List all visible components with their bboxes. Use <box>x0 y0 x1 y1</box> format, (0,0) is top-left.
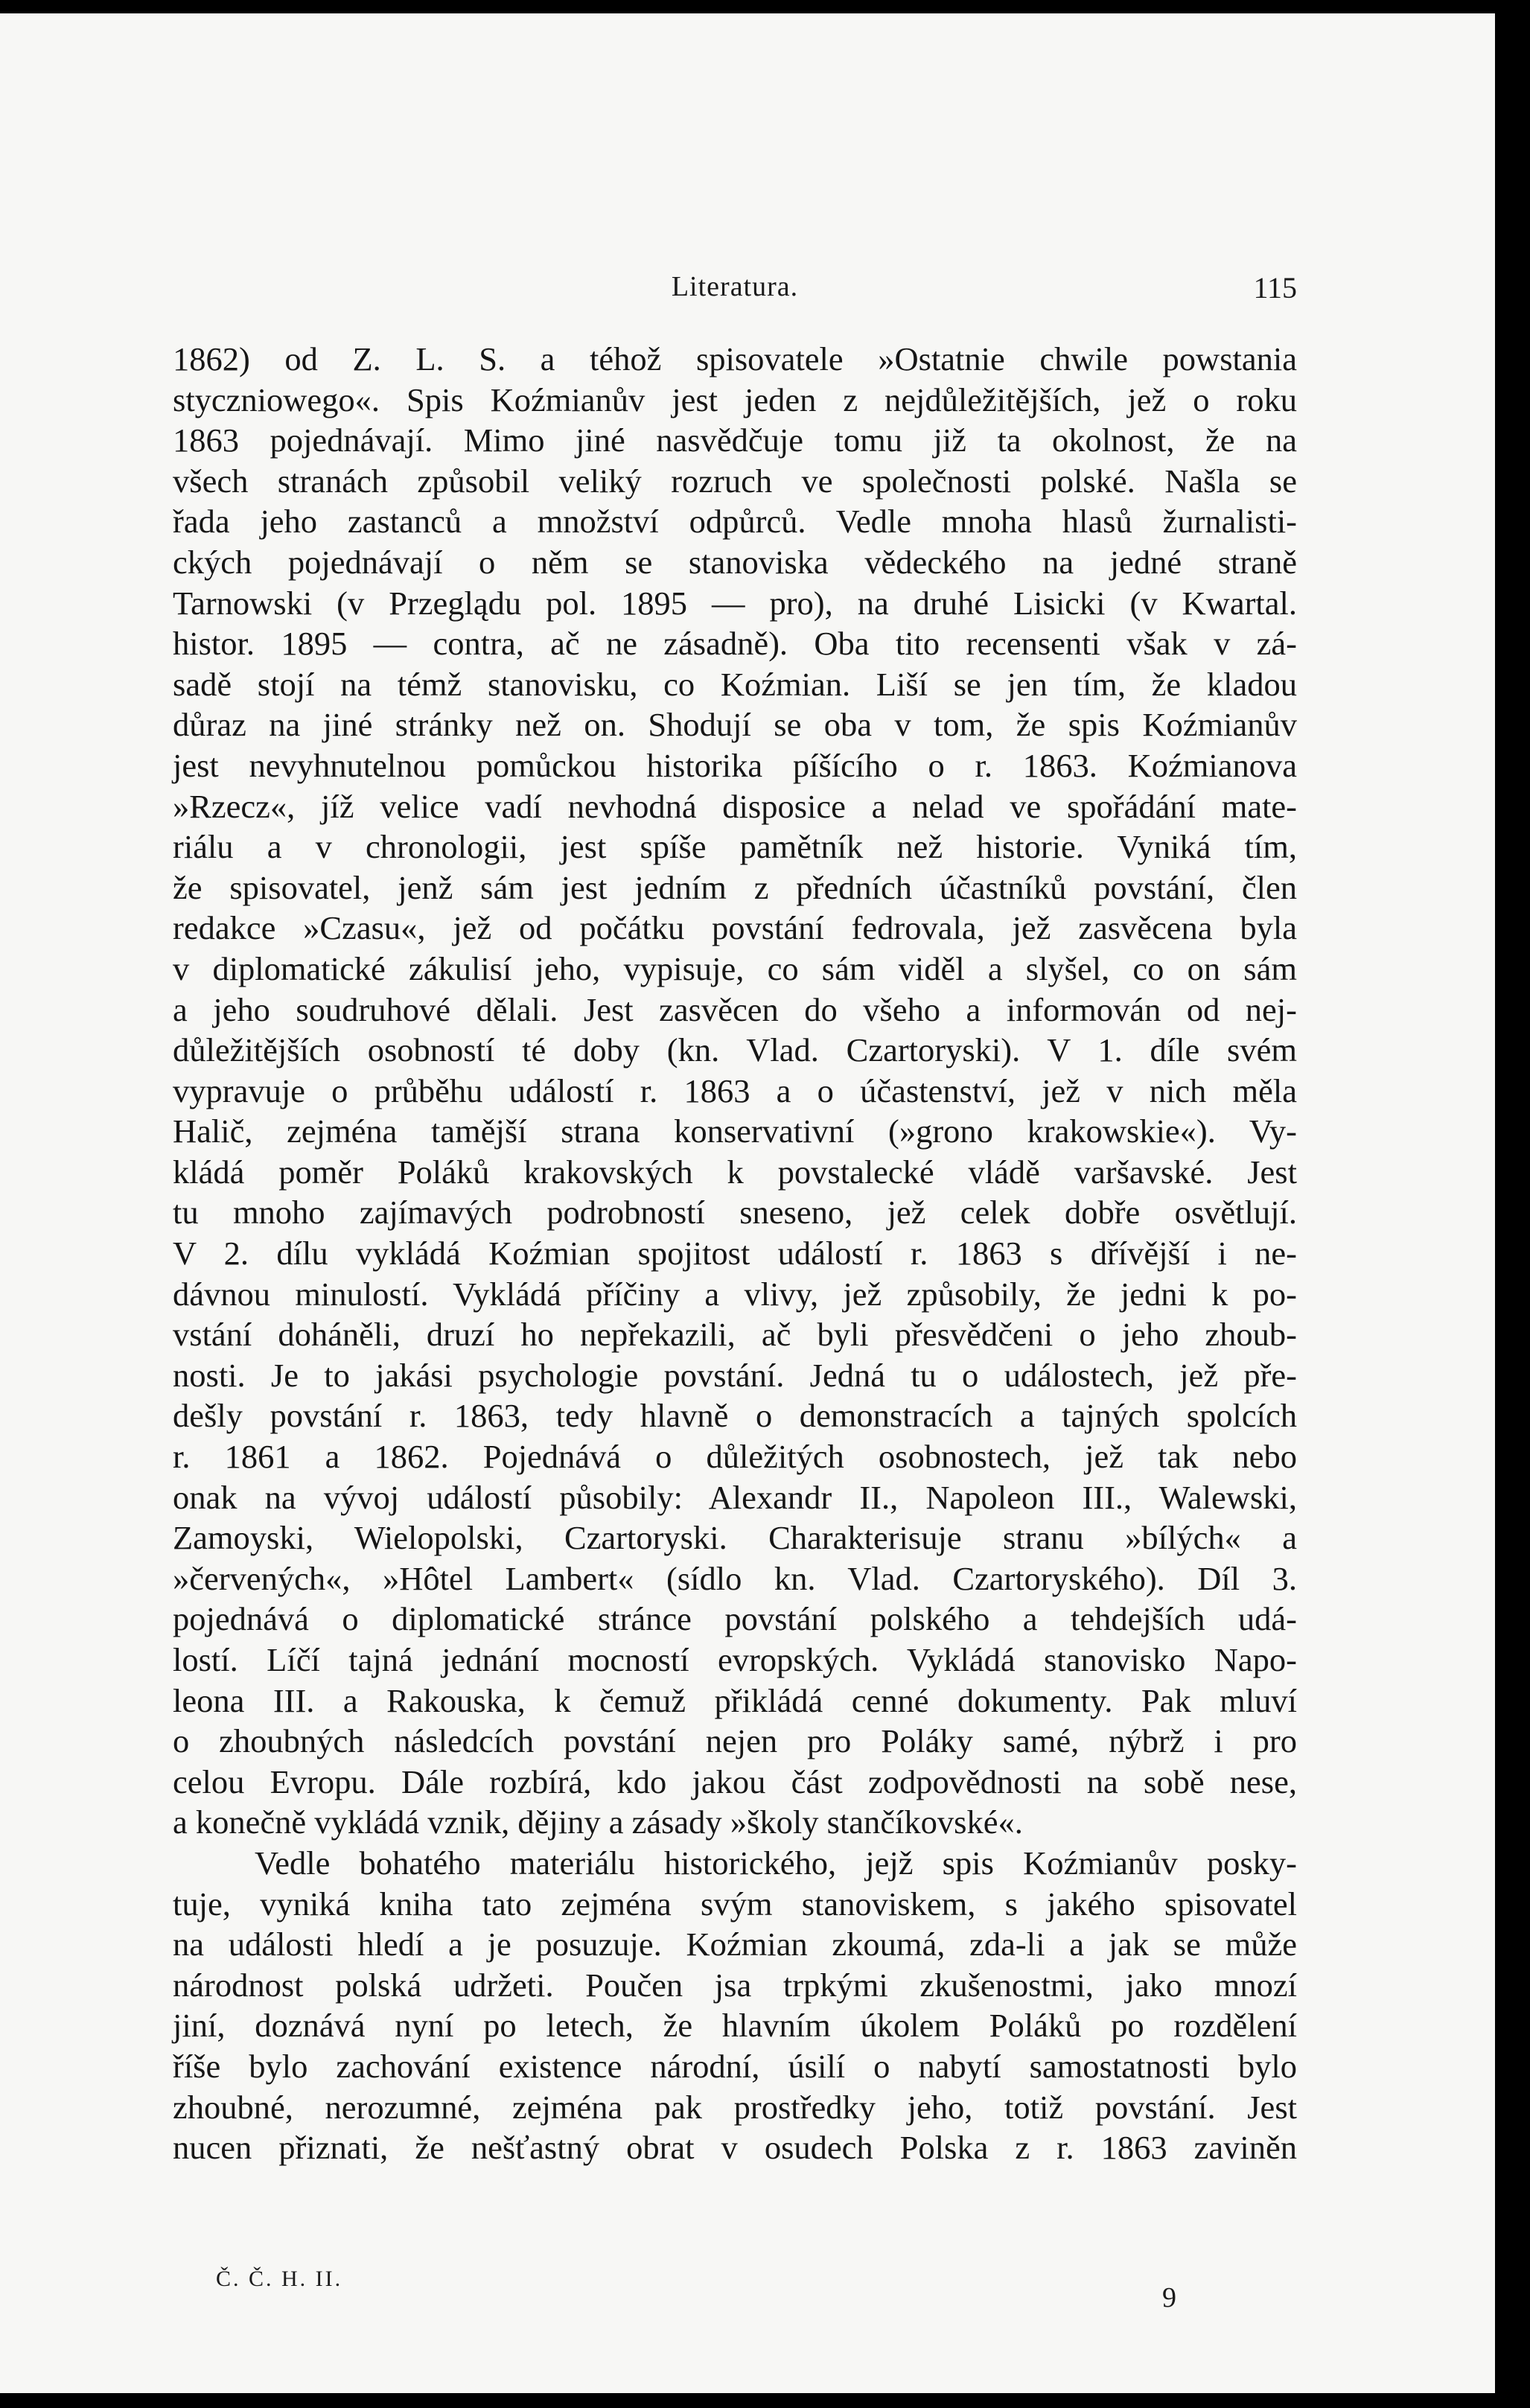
text-line: národnost polská udržeti. Poučen jsa trpkými zkušenostmi, jako mnozí <box>173 1966 1297 2004</box>
text-line: zhoubné, nerozumné, zejména pak prostředky jeho, totiž povstání. Jest <box>173 2088 1297 2126</box>
text-line: r. 1861 a 1862. Pojednává o důležitých osobnostech, jež tak nebo <box>173 1438 1297 1476</box>
text-line: tuje, vyniká kniha tato zejména svým stanoviskem, s jakého spisovatel <box>173 1885 1297 1923</box>
text-line: v diplomatické zákulisí jeho, vypisuje, co sám viděl a slyšel, co on sám <box>173 949 1297 987</box>
text-line: celou Evropu. Dále rozbírá, kdo jakou část zodpovědnosti na sobě nese, <box>173 1762 1297 1800</box>
text-line: jest nevyhnutelnou pomůckou historika píšícího o r. 1863. Koźmianova <box>173 746 1297 784</box>
text-line: říše bylo zachování existence národní, úsilí o nabytí samostatnosti bylo <box>173 2047 1297 2085</box>
text-line: dávnou minulostí. Vykládá příčiny a vlivy, jež způsobily, že jedni k po- <box>173 1275 1297 1313</box>
sheet-number: 9 <box>1162 2282 1176 2313</box>
text-line: sadě stojí na témž stanovisku, co Koźmian. Liší se jen tím, že kladou <box>173 665 1297 703</box>
text-line: na události hledí a je posuzuje. Koźmian zkoumá, zda-li a jak se může <box>173 1926 1297 1963</box>
text-line: o zhoubných následcích povstání nejen pro Poláky samé, nýbrž i pro <box>173 1722 1297 1760</box>
text-line: histor. 1895 — contra, ač ne zásadně). Oba tito recensenti však v zá- <box>173 625 1297 663</box>
text-line: redakce »Czasu«, jež od počátku povstání fedrovala, jež zasvěcena byla <box>173 909 1297 947</box>
text-line: styczniowego«. Spis Koźmianův jest jeden z nejdůležitějších, jež o roku <box>173 380 1297 418</box>
running-head <box>173 270 1297 315</box>
body-text <box>173 339 1297 2168</box>
text-line: pojednává o diplomatické stránce povstání polského a tehdejších udá- <box>173 1600 1297 1638</box>
text-line: vstání doháněli, druzí ho nepřekazili, ač byli přesvědčeni o jeho zhoub- <box>173 1316 1297 1354</box>
text-line: dešly povstání r. 1863, tedy hlavně o demonstracích a tajných spolcích <box>173 1397 1297 1435</box>
text-line: leona III. a Rakouska, k čemuž přikládá cenné dokumenty. Pak mluví <box>173 1681 1297 1719</box>
text-line: Zamoyski, Wielopolski, Czartoryski. Charakterisuje stranu »bílých« a <box>173 1519 1297 1557</box>
text-line: nosti. Je to jakási psychologie povstání. Jedná tu o událostech, jež pře- <box>173 1356 1297 1394</box>
text-line: že spisovatel, jenž sám jest jedním z předních účastníků povstání, člen <box>173 868 1297 906</box>
text-line: a jeho soudruhové dělali. Jest zasvěcen do všeho a informován od nej- <box>173 990 1297 1028</box>
text-line: ckých pojednávají o něm se stanoviska vědeckého na jedné straně <box>173 543 1297 581</box>
text-line: onak na vývoj událostí působily: Alexandr II., Napoleon III., Walewski, <box>173 1478 1297 1516</box>
text-line: »červených«, »Hôtel Lambert« (sídlo kn. Vlad. Czartoryského). Díl 3. <box>173 1559 1297 1597</box>
text-line: důraz na jiné stránky než on. Shodují se oba v tom, že spis Koźmianův <box>173 706 1297 744</box>
text-line: kládá poměr Poláků krakovských k povstalecké vládě varšavské. Jest <box>173 1153 1297 1191</box>
paragraph-start-line: Vedle bohatého materiálu historického, jejž spis Koźmianův posky- <box>255 1844 1297 1882</box>
page-footer <box>216 2267 1176 2311</box>
text-line: nucen přiznati, že nešťastný obrat v osudech Polska z r. 1863 zaviněn <box>173 2129 1297 2167</box>
running-title: Literatura. <box>671 271 799 302</box>
page-number: 115 <box>1253 271 1297 305</box>
text-line: všech stranách způsobil veliký rozruch ve společnosti polské. Našla se <box>173 462 1297 500</box>
text-line: tu mnoho zajímavých podrobností sneseno, jež celek dobře osvětlují. <box>173 1194 1297 1232</box>
text-line: 1862) od Z. L. S. a téhož spisovatele »Ostatnie chwile powstania <box>173 340 1297 378</box>
text-line: »Rzecz«, jíž velice vadí nevhodná disposice a nelad ve spořádání mate- <box>173 787 1297 825</box>
text-line: riálu a v chronologii, jest spíše pamětník než historie. Vyniká tím, <box>173 828 1297 866</box>
text-line: důležitějších osobností té doby (kn. Vlad. Czartoryski). V 1. díle svém <box>173 1031 1297 1069</box>
printer-signature: Č. Č. H. II. <box>216 2267 343 2291</box>
text-line: Halič, zejména tamější strana konservativní (»grono krakowskie«). Vy- <box>173 1112 1297 1150</box>
text-line: Tarnowski (v Przeglądu pol. 1895 — pro), na druhé Lisicki (v Kwartal. <box>173 584 1297 622</box>
paragraph-end-line: a konečně vykládá vznik, dějiny a zásady »školy stančíkovské«. <box>173 1803 1023 1841</box>
text-line: V 2. dílu vykládá Koźmian spojitost událostí r. 1863 s dřívější i ne- <box>173 1235 1297 1273</box>
text-line: lostí. Líčí tajná jednání mocností evropských. Vykládá stanovisko Napo- <box>173 1641 1297 1678</box>
text-line: řada jeho zastanců a množství odpůrců. Vedle mnoha hlasů žurnalisti- <box>173 503 1297 541</box>
text-line: jiní, doznává nyní po letech, že hlavním úkolem Poláků po rozdělení <box>173 2007 1297 2045</box>
text-line: vypravuje o průběhu událostí r. 1863 a o účastenství, jež v nich měla <box>173 1071 1297 1109</box>
text-line: 1863 pojednávají. Mimo jiné nasvědčuje tomu již ta okolnost, že na <box>173 421 1297 459</box>
